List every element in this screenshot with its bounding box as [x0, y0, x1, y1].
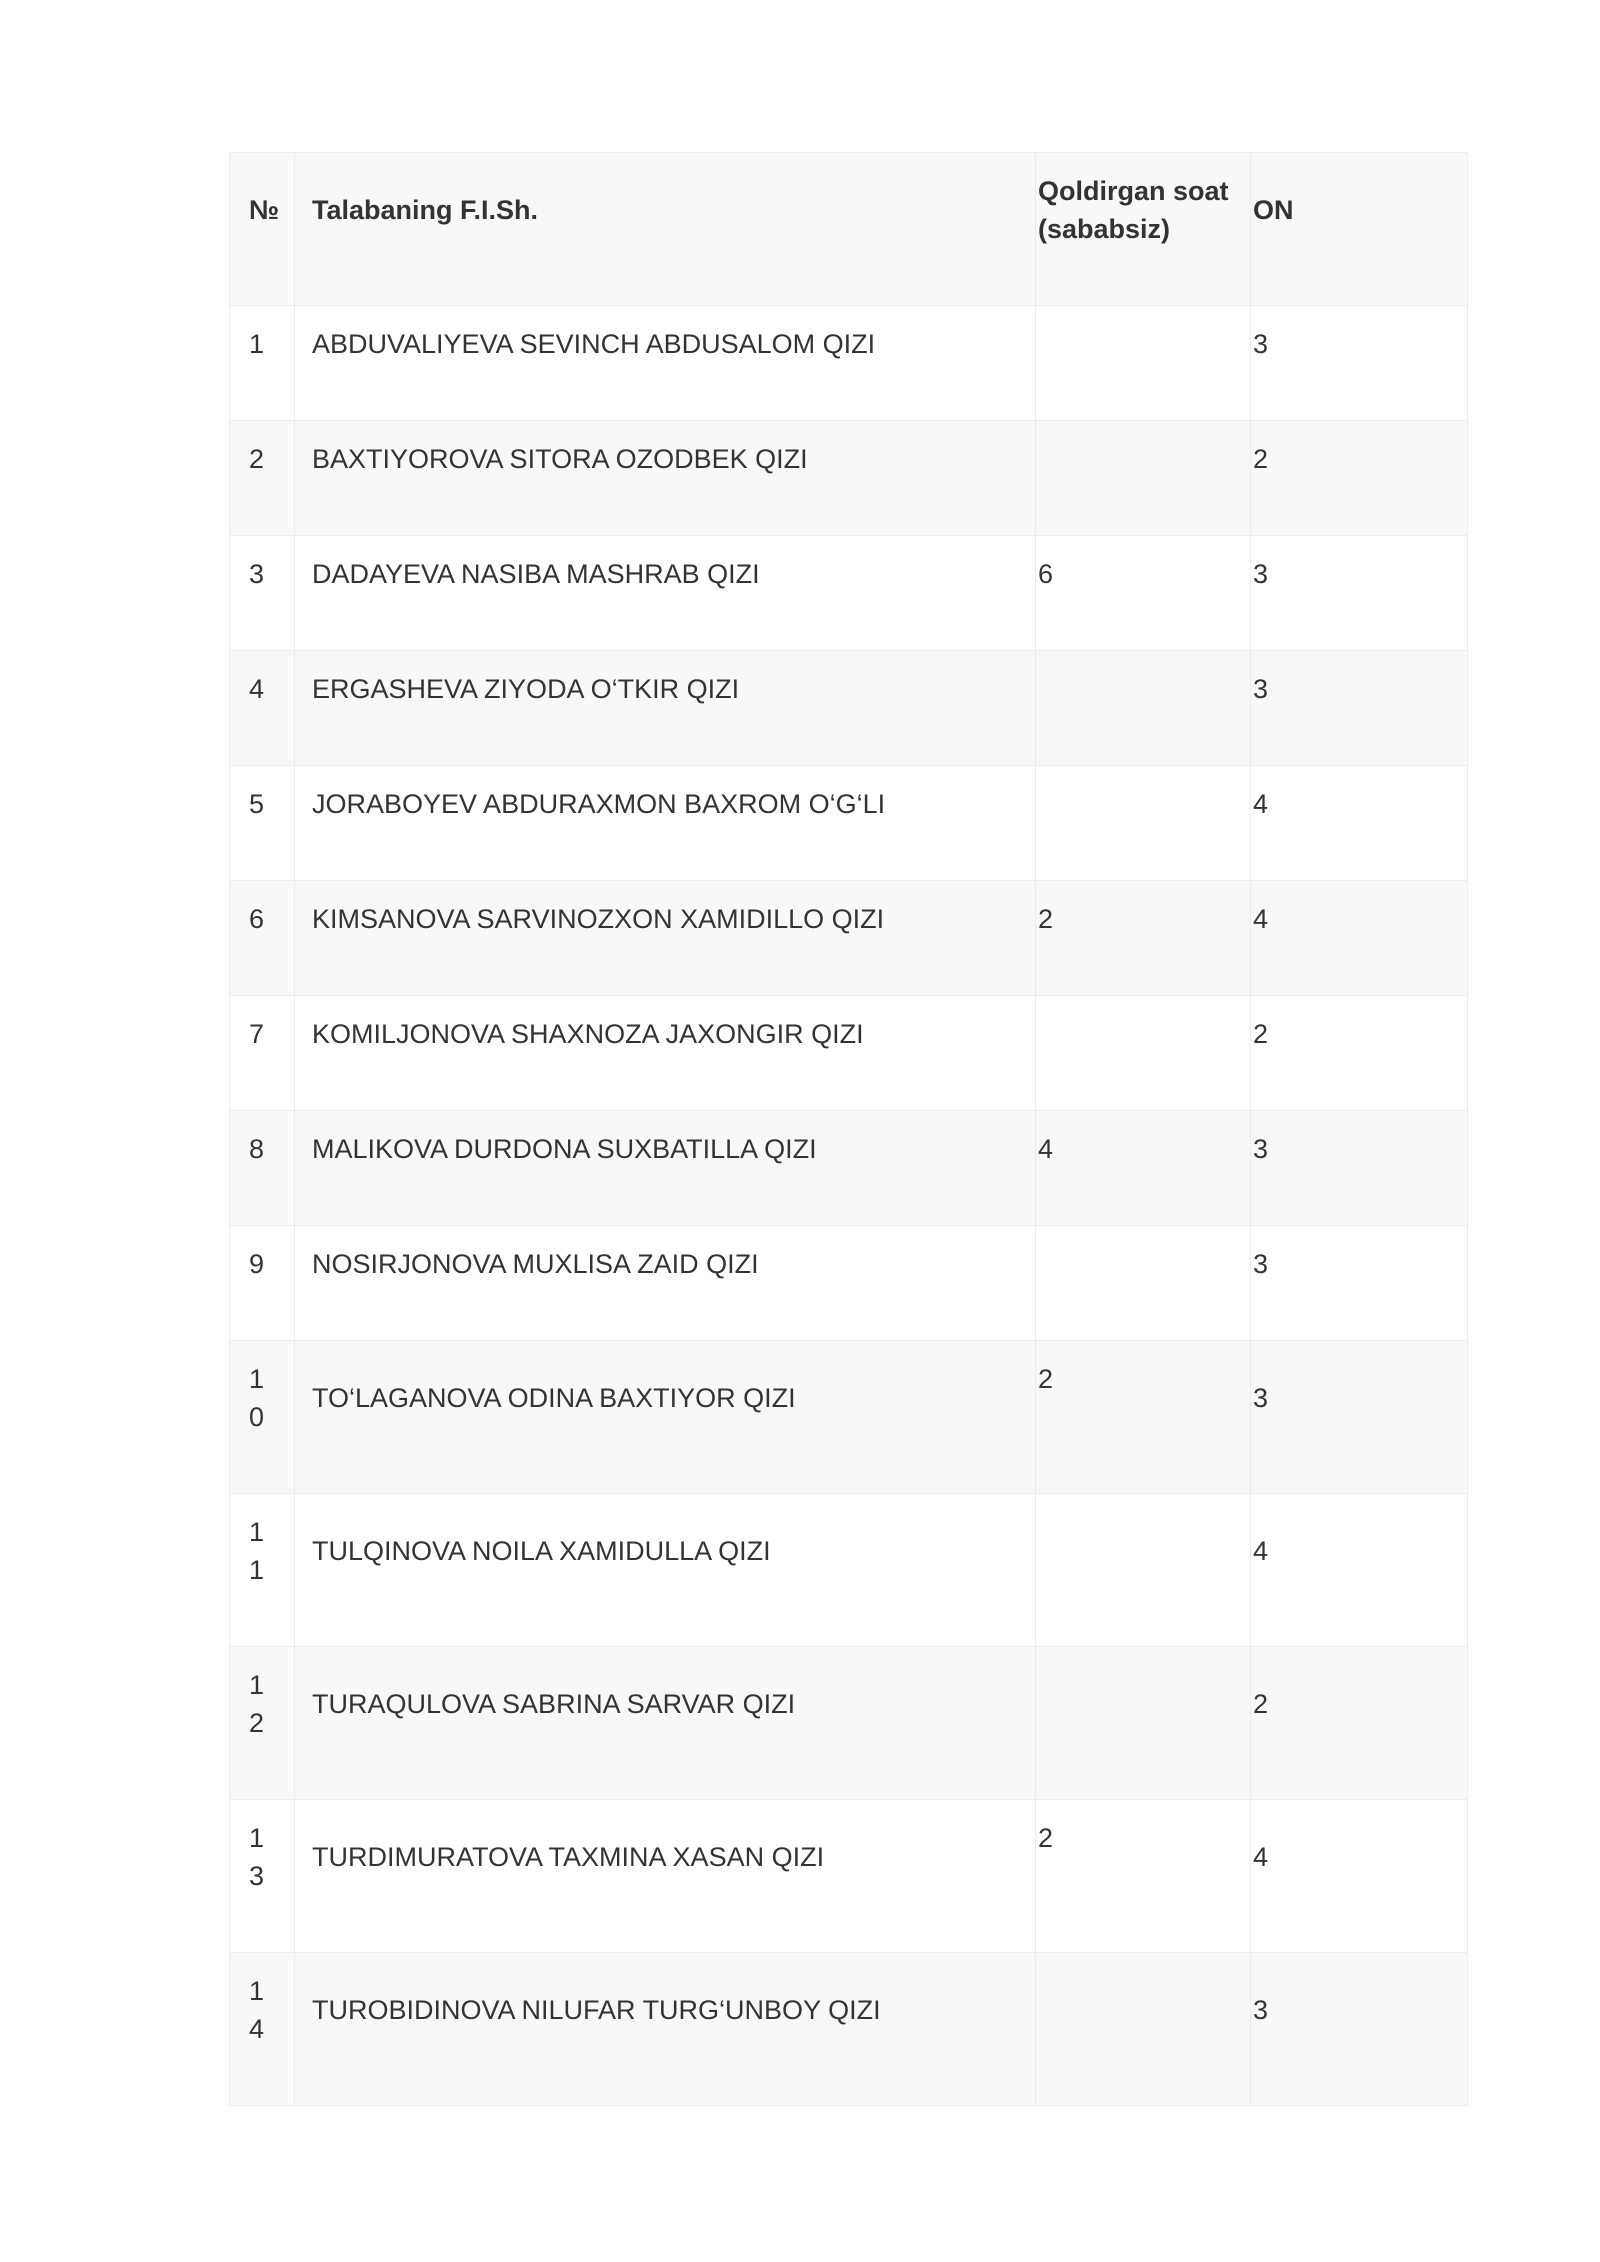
cell-student-name: ABDUVALIYEVA SEVINCH ABDUSALOM QIZI — [295, 306, 1036, 421]
cell-on: 3 — [1251, 1953, 1468, 2106]
cell-absent-hours: 2 — [1036, 1800, 1251, 1953]
cell-on: 3 — [1251, 536, 1468, 651]
cell-on: 3 — [1251, 1111, 1468, 1226]
table-row — [230, 1953, 1468, 2106]
cell-number: 10 — [230, 1341, 295, 1494]
attendance-table — [229, 152, 1468, 2106]
cell-student-name: TULQINOVA NOILA XAMIDULLA QIZI — [295, 1494, 1036, 1647]
table-row — [230, 766, 1468, 881]
cell-student-name: DADAYEVA NASIBA MASHRAB QIZI — [295, 536, 1036, 651]
table-header — [230, 153, 1468, 306]
cell-number: 11 — [230, 1494, 295, 1647]
cell-absent-hours: 4 — [1036, 1111, 1251, 1226]
cell-on: 4 — [1251, 1494, 1468, 1647]
table-row — [230, 1494, 1468, 1647]
table-row — [230, 536, 1468, 651]
cell-absent-hours — [1036, 766, 1251, 881]
cell-student-name: MALIKOVA DURDONA SUXBATILLA QIZI — [295, 1111, 1036, 1226]
cell-number: 1 — [230, 306, 295, 421]
cell-on: 4 — [1251, 766, 1468, 881]
cell-student-name: NOSIRJONOVA MUXLISA ZAID QIZI — [295, 1226, 1036, 1341]
cell-number: 6 — [230, 881, 295, 996]
cell-number: 9 — [230, 1226, 295, 1341]
table-row — [230, 1800, 1468, 1953]
cell-student-name: TO‘LAGANOVA ODINA BAXTIYOR QIZI — [295, 1341, 1036, 1494]
cell-number: 3 — [230, 536, 295, 651]
cell-student-name: JORABOYEV ABDURAXMON BAXROM O‘G‘LI — [295, 766, 1036, 881]
cell-student-name: TURDIMURATOVA TAXMINA XASAN QIZI — [295, 1800, 1036, 1953]
cell-number: 7 — [230, 996, 295, 1111]
cell-absent-hours — [1036, 1953, 1251, 2106]
cell-number: 8 — [230, 1111, 295, 1226]
cell-student-name: KOMILJONOVA SHAXNOZA JAXONGIR QIZI — [295, 996, 1036, 1111]
header-row — [230, 153, 1468, 306]
cell-number: 4 — [230, 651, 295, 766]
cell-on: 4 — [1251, 1800, 1468, 1953]
table-row — [230, 421, 1468, 536]
table-row — [230, 1341, 1468, 1494]
cell-absent-hours — [1036, 421, 1251, 536]
table-body — [230, 306, 1468, 2106]
table-row — [230, 1111, 1468, 1226]
table-row — [230, 1226, 1468, 1341]
table-row — [230, 881, 1468, 996]
cell-on: 3 — [1251, 1226, 1468, 1341]
cell-absent-hours — [1036, 1494, 1251, 1647]
cell-on: 2 — [1251, 996, 1468, 1111]
cell-absent-hours: 6 — [1036, 536, 1251, 651]
header-student-name: Talabaning F.I.Sh. — [295, 153, 1036, 306]
cell-on: 4 — [1251, 881, 1468, 996]
cell-number: 2 — [230, 421, 295, 536]
cell-number: 12 — [230, 1647, 295, 1800]
cell-number: 13 — [230, 1800, 295, 1953]
cell-on: 3 — [1251, 651, 1468, 766]
cell-student-name: TUROBIDINOVA NILUFAR TURG‘UNBOY QIZI — [295, 1953, 1036, 2106]
table-row — [230, 1647, 1468, 1800]
cell-absent-hours: 2 — [1036, 881, 1251, 996]
cell-on: 2 — [1251, 421, 1468, 536]
cell-student-name: ERGASHEVA ZIYODA O‘TKIR QIZI — [295, 651, 1036, 766]
table-row — [230, 651, 1468, 766]
cell-absent-hours — [1036, 651, 1251, 766]
header-number: № — [230, 153, 295, 306]
cell-number: 5 — [230, 766, 295, 881]
cell-student-name: TURAQULOVA SABRINA SARVAR QIZI — [295, 1647, 1036, 1800]
cell-absent-hours — [1036, 1647, 1251, 1800]
cell-absent-hours — [1036, 306, 1251, 421]
table-row — [230, 996, 1468, 1111]
cell-on: 2 — [1251, 1647, 1468, 1800]
cell-student-name: KIMSANOVA SARVINOZXON XAMIDILLO QIZI — [295, 881, 1036, 996]
cell-absent-hours — [1036, 1226, 1251, 1341]
header-absent-hours: Qoldirgan soat (sababsiz) — [1036, 153, 1251, 306]
cell-on: 3 — [1251, 306, 1468, 421]
cell-absent-hours: 2 — [1036, 1341, 1251, 1494]
cell-absent-hours — [1036, 996, 1251, 1111]
header-on: ON — [1251, 153, 1468, 306]
cell-number: 14 — [230, 1953, 295, 2106]
table-row — [230, 306, 1468, 421]
cell-on: 3 — [1251, 1341, 1468, 1494]
cell-student-name: BAXTIYOROVA SITORA OZODBEK QIZI — [295, 421, 1036, 536]
